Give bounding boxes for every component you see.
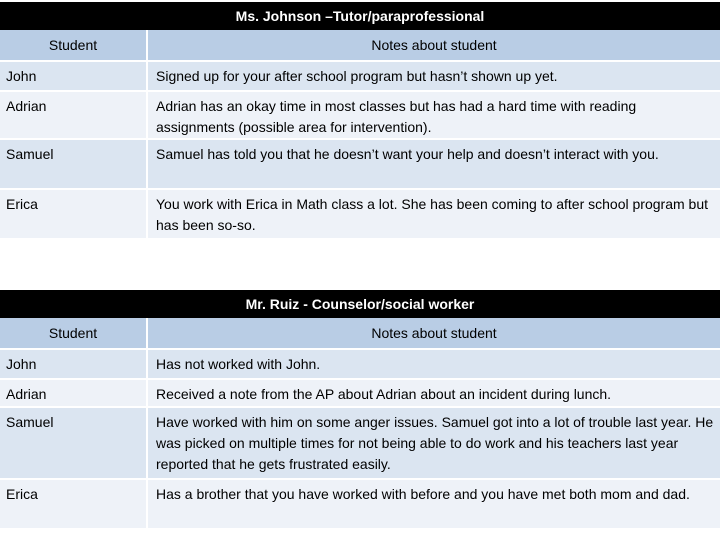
student-notes: Signed up for your after school program but hasn’t shown up yet. <box>148 62 720 92</box>
table-row <box>0 480 720 530</box>
notes-header: Notes about student <box>148 318 720 350</box>
student-name: Adrian <box>0 380 148 408</box>
student-name: Erica <box>0 190 148 240</box>
student-name: Erica <box>0 480 148 530</box>
table-row <box>0 190 720 240</box>
student-notes: Samuel has told you that he doesn’t want your help and doesn’t interact with you. <box>148 140 720 190</box>
student-name: Adrian <box>0 92 148 140</box>
table-row <box>0 408 720 480</box>
student-notes: You work with Erica in Math class a lot. She has been coming to after school program but has been so-so. <box>148 190 720 240</box>
table-row <box>0 380 720 408</box>
student-notes: Have worked with him on some anger issues. Samuel got into a lot of trouble last year. He was picked on multiple times for not being able to do work and his teachers last year reported that he gets frustrated easily. <box>148 408 720 480</box>
student-name: Samuel <box>0 140 148 190</box>
table-row <box>0 92 720 140</box>
student-header: Student <box>0 30 148 62</box>
johnson-notes-block <box>0 2 720 240</box>
notes-header: Notes about student <box>148 30 720 62</box>
table-title: Ms. Johnson –Tutor/paraprofessional <box>0 2 720 30</box>
student-header: Student <box>0 318 148 350</box>
student-notes: Received a note from the AP about Adrian about an incident during lunch. <box>148 380 720 408</box>
table-row <box>0 140 720 190</box>
table-title: Mr. Ruiz - Counselor/social worker <box>0 290 720 318</box>
notes-table <box>0 30 720 240</box>
ruiz-notes-block <box>0 290 720 530</box>
student-name: John <box>0 350 148 380</box>
table-row <box>0 350 720 380</box>
student-notes: Has a brother that you have worked with before and you have met both mom and dad. <box>148 480 720 530</box>
notes-table <box>0 318 720 530</box>
student-notes: Adrian has an okay time in most classes but has had a hard time with reading assignments (possible area for intervention). <box>148 92 720 140</box>
table-row <box>0 62 720 92</box>
student-name: John <box>0 62 148 92</box>
student-notes: Has not worked with John. <box>148 350 720 380</box>
student-name: Samuel <box>0 408 148 480</box>
